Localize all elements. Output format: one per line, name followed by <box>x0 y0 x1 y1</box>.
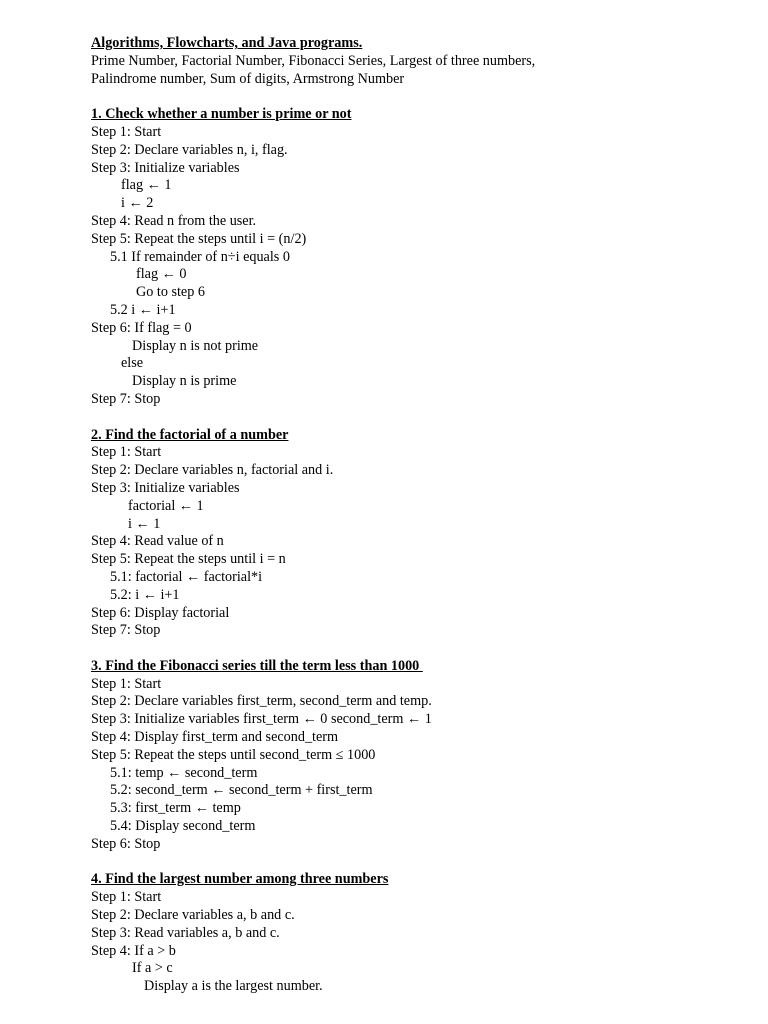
step-line: Step 2: Declare variables n, factorial and i. <box>91 462 334 479</box>
step-line: else <box>121 355 144 372</box>
step-line: Step 5: Repeat the steps until second_term ≤ 1000 <box>91 746 376 763</box>
step-line: Step 4: If a > b <box>91 942 176 959</box>
step-line: Step 2: Declare variables first_term, second_term and temp. <box>91 693 432 710</box>
step-line: Step 4: Read n from the user. <box>91 212 257 229</box>
step-line: Step 2: Declare variables n, i, flag. <box>91 141 288 158</box>
step-line: 5.2 i ← i+1 <box>110 301 176 318</box>
step-line: Step 2: Declare variables a, b and c. <box>91 907 295 924</box>
step-line: Step 1: Start <box>91 444 162 461</box>
document-page <box>91 35 751 996</box>
step-line: Display a is the largest number. <box>144 978 323 995</box>
step-line: Step 6: Display factorial <box>91 604 230 621</box>
document-title: Algorithms, Flowcharts, and Java programs. <box>91 35 363 51</box>
step-line: i ← 1 <box>128 515 161 532</box>
spacer <box>91 640 751 658</box>
step-line: 5.2: i ← i+1 <box>110 586 180 603</box>
step-line: Display n is not prime <box>132 337 259 354</box>
step-line: Step 6: If flag = 0 <box>91 319 192 336</box>
spacer <box>91 409 751 427</box>
step-line: Step 6: Stop <box>91 835 161 852</box>
step-line: Go to step 6 <box>136 284 205 301</box>
step-line: Step 7: Stop <box>91 622 161 639</box>
step-line: Display n is prime <box>132 373 237 390</box>
step-line: Step 4: Display first_term and second_term <box>91 729 339 746</box>
spacer <box>91 88 751 106</box>
step-line: Step 1: Start <box>91 889 162 906</box>
step-line: 5.3: first_term ← temp <box>110 800 241 817</box>
topics-line: Palindrome number, Sum of digits, Armstrong Number <box>91 70 405 87</box>
section-heading: 3. Find the Fibonacci series till the term less than 1000 <box>91 657 423 674</box>
step-line: Step 1: Start <box>91 675 162 692</box>
step-line: factorial ← 1 <box>128 497 204 514</box>
step-line: Step 4: Read value of n <box>91 533 224 550</box>
step-line: Step 3: Initialize variables <box>91 159 240 176</box>
step-line: If a > c <box>132 960 173 977</box>
step-line: Step 1: Start <box>91 123 162 140</box>
topics-line: Prime Number, Factorial Number, Fibonacci Series, Largest of three numbers, <box>91 52 536 69</box>
step-line: Step 5: Repeat the steps until i = n <box>91 551 286 568</box>
step-line: Step 7: Stop <box>91 390 161 407</box>
section-heading: 4. Find the largest number among three numbers <box>91 871 389 888</box>
step-line: 5.1: factorial ← factorial*i <box>110 568 263 585</box>
step-line: flag ← 0 <box>136 266 187 283</box>
step-line: Step 3: Initialize variables first_term ← 0 second_term ← 1 <box>91 711 432 728</box>
step-line: Step 3: Initialize variables <box>91 479 240 496</box>
spacer <box>91 854 751 872</box>
step-line: Step 3: Read variables a, b and c. <box>91 924 280 941</box>
step-line: flag ← 1 <box>121 177 172 194</box>
step-line: 5.1 If remainder of n÷i equals 0 <box>110 248 290 265</box>
section-heading: 2. Find the factorial of a number <box>91 426 289 443</box>
step-line: Step 5: Repeat the steps until i = (n/2) <box>91 230 307 247</box>
step-line: 5.4: Display second_term <box>110 818 256 835</box>
section-heading: 1. Check whether a number is prime or not <box>91 106 352 123</box>
step-line: 5.1: temp ← second_term <box>110 764 258 781</box>
step-line: 5.2: second_term ← second_term + first_term <box>110 782 373 799</box>
step-line: i ← 2 <box>121 195 154 212</box>
